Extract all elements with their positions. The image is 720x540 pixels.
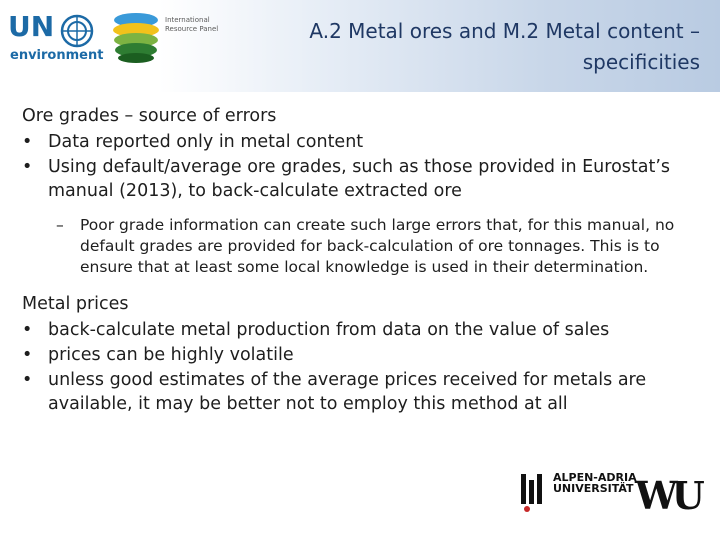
list-item — [22, 215, 712, 278]
list-item — [22, 130, 712, 154]
university-logos — [515, 468, 720, 540]
slide-content — [22, 104, 712, 417]
metal-prices-bullet-list — [22, 318, 712, 416]
un-environment-logo — [4, 8, 108, 68]
section-heading-ore-grades: Ore grades – source of errors — [22, 106, 277, 126]
slide-header — [0, 0, 720, 92]
wu-logo-text: WU — [635, 473, 699, 518]
aau-emblem-icon — [519, 472, 545, 512]
bullet-icon: • — [22, 157, 33, 177]
irp-logo-icon — [110, 10, 162, 66]
bullet-text: prices can be highly volatile — [48, 345, 294, 365]
sub-bullet-text: Poor grade information can create such large errors that, for this manual, no default grades are provided for back-calculation of ore tonnages. This is to ensure that at least some local knowledge is used in their determination. — [80, 216, 675, 276]
list-item — [22, 318, 712, 342]
dash-bullet-icon: – — [56, 216, 64, 234]
list-item — [22, 368, 712, 416]
bullet-icon: • — [22, 320, 33, 340]
un-logo-text: UN — [8, 10, 55, 43]
bullet-icon: • — [22, 345, 33, 365]
irp-logo-text: International Resource Panel — [165, 16, 219, 33]
bullet-text: Using default/average ore grades, such as those provided in Eurostat’s manual (2013), to back-calculate extracted ore — [48, 157, 671, 201]
ore-grades-sub-list — [22, 215, 712, 278]
bullet-icon: • — [22, 132, 33, 152]
un-logo-subtext: environment — [10, 48, 104, 63]
un-emblem-icon — [60, 14, 94, 48]
list-item — [22, 343, 712, 367]
section-heading-metal-prices: Metal prices — [22, 294, 129, 314]
bullet-text: back-calculate metal production from data on the value of sales — [48, 320, 610, 340]
aau-logo-text: ALPEN-ADRIA UNIVERSITÄT — [553, 471, 637, 495]
bullet-icon: • — [22, 370, 33, 390]
ore-grades-bullet-list — [22, 130, 712, 203]
bullet-text: Data reported only in metal content — [48, 132, 364, 152]
bullet-text: unless good estimates of the average prices received for metals are available, it may be better not to employ this method at all — [48, 370, 647, 414]
list-item — [22, 155, 712, 203]
slide-title: A.2 Metal ores and M.2 Metal content – specificities — [309, 19, 700, 74]
